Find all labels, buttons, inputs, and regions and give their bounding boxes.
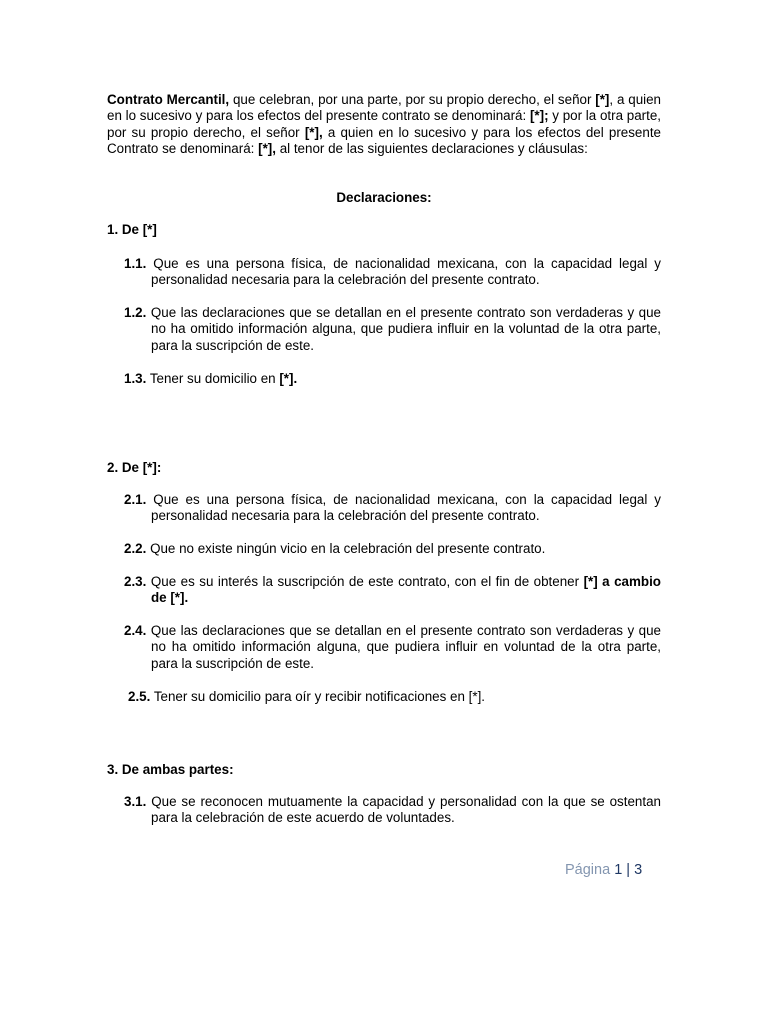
clause-2-5: 2.5. Tener su domicilio para oír y recibir notificaciones en [*]. (128, 689, 486, 704)
placeholder-party-1: [*] (595, 92, 610, 107)
page-number: Página 1 | 3 (565, 862, 643, 878)
total-pages: 3 (634, 862, 643, 878)
clause-2-1: 2.1. Que es una persona física, de nacionalidad mexicana, con la capacidad legal y personalidad necesaria para la celebración del presente contrato. (124, 492, 661, 524)
section-1-heading: 1. De [*] (107, 222, 157, 237)
clause-1-3: 1.3. Tener su domicilio en [*]. (124, 371, 298, 386)
clause-2-3: 2.3. Que es su interés la suscripción de este contrato, con el fin de obtener [*] a cambio de [*]. (124, 574, 661, 606)
section-2-heading: 2. De [*]: (107, 460, 162, 475)
declaraciones-heading: Declaraciones: (336, 190, 432, 205)
clause-1-2: 1.2. Que las declaraciones que se detallan en el presente contrato son verdaderas y que no ha omitido información alguna, que pudiera influir en la voluntad de la otra parte, para la suscripción de este. (124, 305, 661, 353)
clause-1-1: 1.1. Que es una persona física, de nacionalidad mexicana, con la capacidad legal y personalidad necesaria para la celebración del presente contrato. (124, 256, 661, 288)
placeholder-party-2: [*], (304, 124, 323, 140)
placeholder-party-2-alias: [*], (258, 141, 276, 157)
intro-paragraph: Contrato Mercantil, que celebran, por una parte, por su propio derecho, el señor [*], a quien en lo sucesivo y para los efectos del presente contrato se denominará: [*]; y por la otra parte, por su propio derecho, el señor [*], a quien en lo sucesivo y para los efectos del presente Contrato se denominará: [*], al tenor de las siguientes declaraciones y cláusulas: (107, 92, 662, 157)
current-page: 1 (614, 862, 623, 878)
clause-2-4: 2.4. Que las declaraciones que se detallan en el presente contrato son verdaderas y que no ha omitido información alguna, que pudiera influir en voluntad de la otra parte, para la suscripción de este. (124, 623, 661, 671)
section-3-heading: 3. De ambas partes: (107, 762, 234, 777)
contract-title: Contrato Mercantil, (107, 92, 230, 107)
clause-2-2: 2.2. Que no existe ningún vicio en la celebración del presente contrato. (124, 541, 546, 556)
placeholder-party-1-alias: [*]; (529, 108, 549, 124)
clause-3-1: 3.1. Que se reconocen mutuamente la capacidad y personalidad con la que se ostentan para la celebración de este acuerdo de voluntades. (124, 794, 661, 826)
